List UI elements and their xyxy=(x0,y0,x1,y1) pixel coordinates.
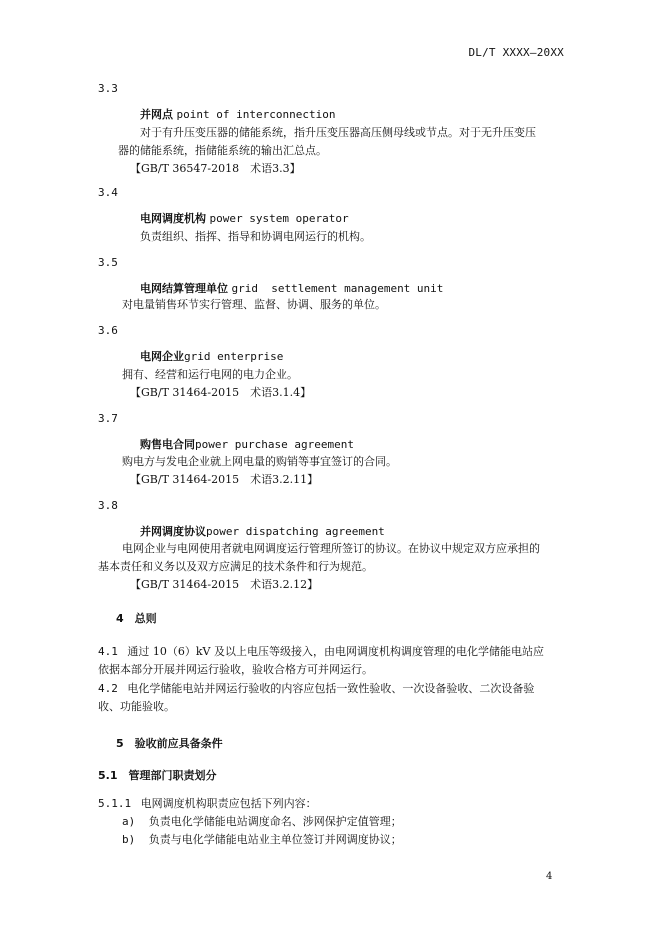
term-number: 3.5 xyxy=(98,256,118,269)
list-item-marker: a) xyxy=(122,815,136,828)
term-title-cn: 电网调度机构 xyxy=(140,212,206,225)
term-number: 3.3 xyxy=(98,82,118,95)
term-reference: 【GB/T 31464-2015 术语3.2.12】 xyxy=(130,578,319,591)
term-title-en: grid enterprise xyxy=(184,350,284,363)
term-title xyxy=(140,438,354,452)
term-title-en: power purchase agreement xyxy=(195,438,354,451)
section-heading: 4 总则 xyxy=(116,612,157,625)
term-title-cn: 电网企业 xyxy=(140,350,184,363)
clause-number: 4.1 xyxy=(98,645,118,658)
clause-number: 4.2 xyxy=(98,682,118,695)
term-title xyxy=(140,108,335,122)
clause-text: 依据本部分开展并网运行验收，验收合格方可并网运行。 xyxy=(98,663,373,676)
clause-number: 5.1.1 xyxy=(98,797,132,810)
term-number: 3.6 xyxy=(98,324,118,337)
header-doc-id: DL/T XXXX—20XX xyxy=(468,46,564,59)
list-item-text: 负责与电化学储能电站业主单位签订并网调度协议； xyxy=(148,833,402,846)
term-title-en: point of interconnection xyxy=(176,108,336,121)
term-title xyxy=(140,525,385,539)
term-reference: 【GB/T 31464-2015 术语3.2.11】 xyxy=(130,473,319,486)
clause-text: 收、功能验收。 xyxy=(98,700,175,713)
clause-text: 电网调度机构职责应包括下列内容： xyxy=(140,797,317,810)
term-title-en: power dispatching agreement xyxy=(206,525,385,538)
list-item-text: 负责电化学储能电站调度命名、涉网保护定值管理； xyxy=(148,815,402,828)
term-definition-line: 电网企业与电网使用者就电网调度运行管理所签订的协议。在协议中规定双方应承担的 xyxy=(122,542,540,555)
page-number: 4 xyxy=(546,871,553,882)
term-reference: 【GB/T 31464-2015 术语3.1.4】 xyxy=(130,386,312,399)
term-definition-line: 拥有、经营和运行电网的电力企业。 xyxy=(122,368,298,381)
list-item xyxy=(122,833,402,847)
clause-text: 通过 10（6）kV 及以上电压等级接入，由电网调度机构调度管理的电化学储能电站应 xyxy=(127,645,544,658)
term-reference: 【GB/T 36547-2018 术语3.3】 xyxy=(130,162,301,175)
term-title-cn: 并网调度协议 xyxy=(140,525,206,538)
clause-text: 电化学储能电站并网运行验收的内容应包括一致性验收、一次设备验收、二次设备验 xyxy=(127,682,535,695)
term-title-cn: 并网点 xyxy=(140,108,173,121)
term-title-en: grid settlement management unit xyxy=(231,282,444,295)
term-definition-line: 器的储能系统，指储能系统的输出汇总点。 xyxy=(118,144,327,157)
list-item-marker: b) xyxy=(122,833,136,846)
term-number: 3.4 xyxy=(98,186,118,199)
term-title xyxy=(140,350,283,364)
clause-line xyxy=(98,645,544,659)
section-heading: 5 验收前应具备条件 xyxy=(116,737,223,750)
term-number: 3.7 xyxy=(98,412,118,425)
term-title xyxy=(140,212,349,226)
term-definition-line: 对电量销售环节实行管理、监督、协调、服务的单位。 xyxy=(122,298,386,311)
term-title-cn: 购售电合同 xyxy=(140,438,195,451)
subsection-heading: 5.1 管理部门职责划分 xyxy=(98,769,217,782)
term-title xyxy=(140,282,443,296)
term-number: 3.8 xyxy=(98,499,118,512)
term-definition-line: 对于有升压变压器的储能系统，指升压变压器高压侧母线或节点。对于无升压变压 xyxy=(140,126,536,139)
term-definition-line: 基本责任和义务以及双方应满足的技术条件和行为规范。 xyxy=(98,560,373,573)
term-definition-line: 负责组织、指挥、指导和协调电网运行的机构。 xyxy=(140,230,371,243)
clause-line xyxy=(98,797,317,811)
clause-line xyxy=(98,682,534,696)
list-item xyxy=(122,815,402,829)
term-title-cn: 电网结算管理单位 xyxy=(140,282,228,295)
term-definition-line: 购电方与发电企业就上网电量的购销等事宜签订的合同。 xyxy=(122,455,397,468)
term-title-en: power system operator xyxy=(209,212,349,225)
